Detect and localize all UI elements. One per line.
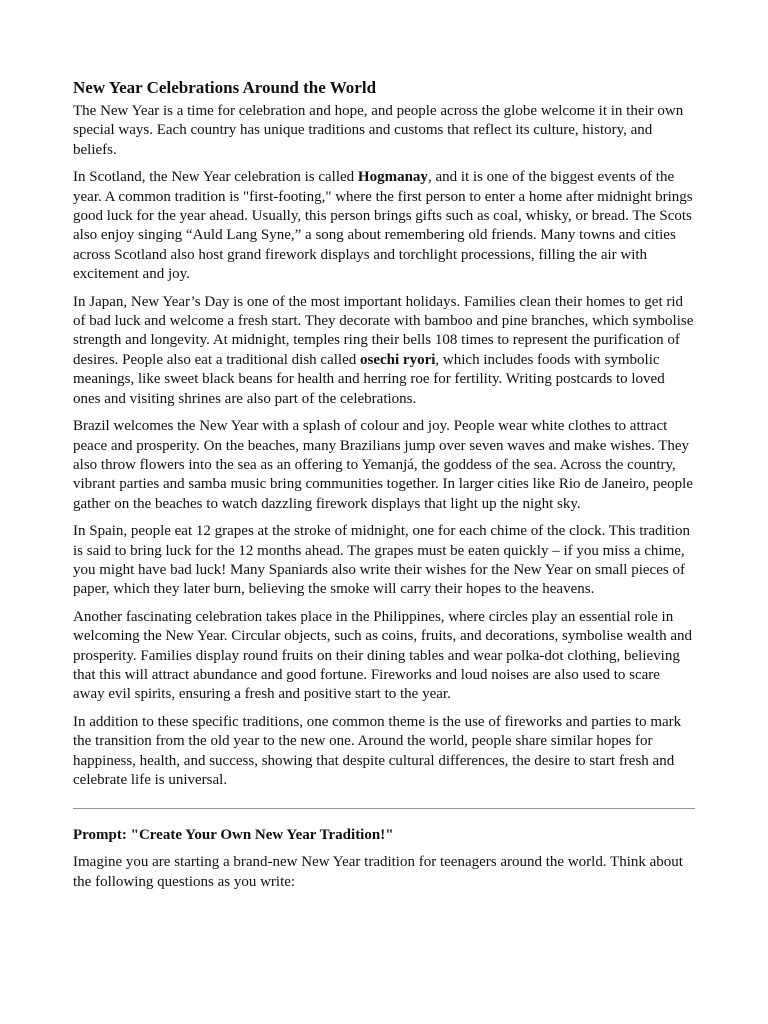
prompt-text: Imagine you are starting a brand-new New Year tradition for teenagers around the world. Think about the following questions as you write: — [73, 854, 683, 890]
japan-text-start: In Japan, New Year’s Day is one of the most important holidays. Families clean their homes to get rid of bad luck and welcome a fresh start. They decorate with bamboo and pine branches, which symbolise strength and longevity. At midnight, temples ring their bells 108 times to represent the purification of desires. People also eat a traditional dish called — [73, 293, 694, 368]
japan-paragraph — [73, 293, 695, 409]
document-page — [73, 76, 695, 900]
article-title: New Year Celebrations Around the World — [73, 78, 377, 97]
brazil-paragraph: Brazil welcomes the New Year with a splash of colour and joy. People wear white clothes to attract peace and prosperity. On the beaches, many Brazilians jump over seven waves and make wishes. They also throw flowers into the sea as an offering to Yemanjá, the goddess of the sea. Across the country, vibrant parties and samba music bring communities together. In larger cities like Rio de Janeiro, people gather on the beaches to watch dazzling firework displays that light up the night sky. — [73, 418, 693, 512]
spain-paragraph: In Spain, people eat 12 grapes at the stroke of midnight, one for each chime of the clock. This tradition is said to bring luck for the 12 months ahead. The grapes must be eaten quickly – if you miss a chime, you might have bad luck! Many Spaniards also write their wishes for the New Year on small pieces of paper, which they later burn, believing the smoke will carry their hopes to the heavens. — [73, 523, 691, 598]
conclusion-paragraph: In addition to these specific traditions, one common theme is the use of fireworks and parties to mark the transition from the old year to the new one. Around the world, people share similar hopes for happiness, health, and success, showing that despite cultural differences, the desire to start fresh and celebrate life is universal. — [73, 713, 682, 788]
intro-paragraph: The New Year is a time for celebration and hope, and people across the globe welcome it in their own special ways. Each country has unique traditions and customs that reflect its culture, history, and beliefs. — [73, 103, 684, 158]
hogmanay-term: Hogmanay — [357, 169, 428, 186]
japan-text-end: , which includes foods with symbolic meanings, like sweet black beans for health and herring roe for fertility. Writing postcards to loved ones and visiting shrines are also part of the celebrations. — [73, 351, 665, 407]
philippines-paragraph: Another fascinating celebration takes place in the Philippines, where circles play an essential role in welcoming the New Year. Circular objects, such as coins, fruits, and decorations, symbolise wealth and prosperity. Families display round fruits on their dining tables and wear polka-dot clothing, believing that this will attract abundance and good fortune. Fireworks and loud noises are also used to scare away evil spirits, ensuring a fresh and positive start to the year. — [73, 608, 693, 703]
prompt-heading: Prompt: "Create Your Own New Year Tradition!" — [73, 827, 394, 844]
section-divider — [73, 808, 695, 809]
scotland-text-start: In Scotland, the New Year celebration is called — [73, 169, 358, 186]
scotland-paragraph — [73, 168, 695, 284]
osechi-ryori-term: osechi ryori — [360, 351, 436, 368]
scotland-text-end: , and it is one of the biggest events of the year. A common tradition is "first-footing," where the first person to enter a home after midnight brings good luck for the year ahead. Usually, this person brings gifts such as coal, whisky, or bread. The Scots also enjoy singing “Auld Lang Syne,” a song about remembering old friends. Many towns and cities across Scotland also host grand firework displays and torchlight processions, filling the air with excitement and joy. — [73, 169, 693, 283]
